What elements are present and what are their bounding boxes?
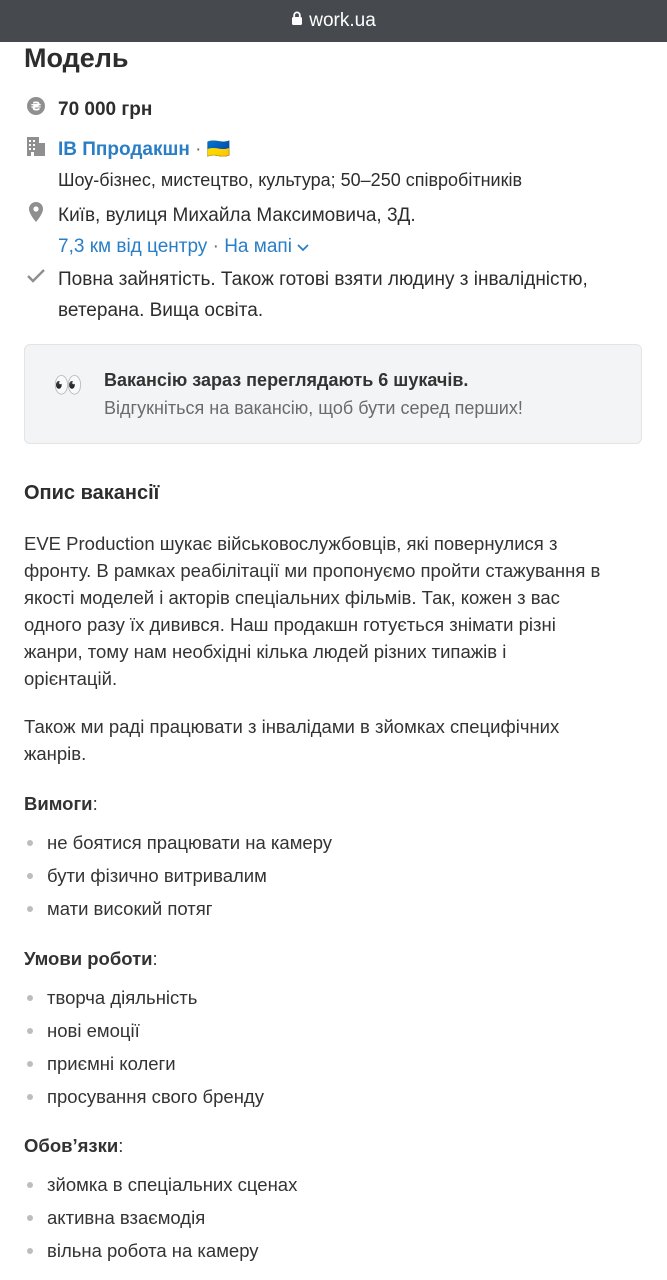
- notice-subtitle: Відгукніться на вакансію, щоб бути серед перших!: [104, 398, 523, 418]
- salary-row: [24, 94, 152, 125]
- address-separator: ·: [212, 236, 219, 257]
- description-paragraph-2: [24, 713, 644, 767]
- duties-list: [24, 1168, 297, 1267]
- notice-title: Вакансію зараз переглядають 6 шукачів.: [104, 370, 469, 390]
- requirements-title: Вимоги: [24, 793, 93, 814]
- company-link[interactable]: ІВ Ппродакшн: [58, 139, 190, 160]
- conditions-title: Умови роботи: [24, 948, 153, 969]
- paragraph-line: одного разу їх дивився. Наш продакшн готується знімати різні: [24, 614, 556, 635]
- employment-line-1: Повна зайнятість. Також готові взяти людину з інвалідністю,: [58, 269, 588, 290]
- duties-heading: Обов’язки:: [24, 1135, 124, 1156]
- list-item: зйомка в спеціальних сценах: [24, 1168, 297, 1201]
- employment-line-2: ветерана. Вища освіта.: [58, 300, 264, 321]
- conditions-heading: Умови роботи:: [24, 948, 158, 969]
- paragraph-line: жанрів.: [24, 743, 87, 764]
- conditions-list: [24, 981, 264, 1113]
- map-link[interactable]: На мапі: [224, 236, 292, 257]
- browser-address-bar[interactable]: [0, 0, 667, 42]
- building-icon: [24, 134, 48, 158]
- list-item: нові емоції: [24, 1014, 264, 1047]
- url-text: work.ua: [309, 10, 376, 31]
- address-row: [24, 200, 416, 262]
- check-icon: [24, 264, 48, 288]
- paragraph-line: жанри, тому нам необхідні кілька людей різних типажів і: [24, 641, 507, 662]
- list-item: активна взаємодія: [24, 1201, 297, 1234]
- paragraph-line: фронту. В рамках реабілітації ми пропонуємо пройти стажування в: [24, 560, 601, 581]
- list-item: мати високий потяг: [24, 892, 332, 925]
- list-item: бути фізично витривалим: [24, 859, 332, 892]
- paragraph-line: орієнтацій.: [24, 668, 118, 689]
- viewers-notice: [24, 344, 642, 444]
- salary: 70 000 грн: [58, 99, 153, 120]
- employment-row: [24, 264, 588, 326]
- lock-icon: [291, 10, 303, 32]
- description-heading: Опис вакансії: [24, 482, 160, 504]
- duties-title: Обов’язки: [24, 1135, 119, 1156]
- company-row: [24, 134, 522, 196]
- paragraph-line: EVE Production шукає військовослужбовців, які повернулися з: [24, 533, 558, 554]
- company-separator: ·: [195, 139, 202, 160]
- company-details: Шоу-бізнес, мистецтво, культура; 50–250 співробітників: [58, 170, 523, 190]
- chevron-down-icon[interactable]: [297, 236, 309, 257]
- distance-link[interactable]: 7,3 км від центру: [58, 236, 208, 257]
- location-pin-icon: [24, 200, 48, 224]
- requirements-heading: Вимоги:: [24, 793, 98, 814]
- eyes-icon: 👀: [53, 372, 83, 399]
- list-item: творча діяльність: [24, 981, 264, 1014]
- paragraph-line: Також ми раді працювати з інвалідами в зйомках специфічних: [24, 716, 560, 737]
- svg-text:₴: ₴: [30, 99, 42, 114]
- job-title: Модель: [24, 43, 129, 73]
- description-paragraph-1: [24, 530, 644, 692]
- address-text: Київ, вулиця Михайла Максимовича, 3Д.: [58, 205, 416, 226]
- list-item: не боятися працювати на камеру: [24, 826, 332, 859]
- hryvnia-icon: [24, 94, 48, 118]
- list-item: просування свого бренду: [24, 1080, 264, 1113]
- ukraine-flag-icon: 🇺🇦: [206, 139, 231, 160]
- requirements-list: [24, 826, 332, 925]
- list-item: вільна робота на камеру: [24, 1234, 297, 1267]
- paragraph-line: якості моделей і акторів спеціальних фільмів. Так, кожен з вас: [24, 587, 560, 608]
- list-item: приємні колеги: [24, 1047, 264, 1080]
